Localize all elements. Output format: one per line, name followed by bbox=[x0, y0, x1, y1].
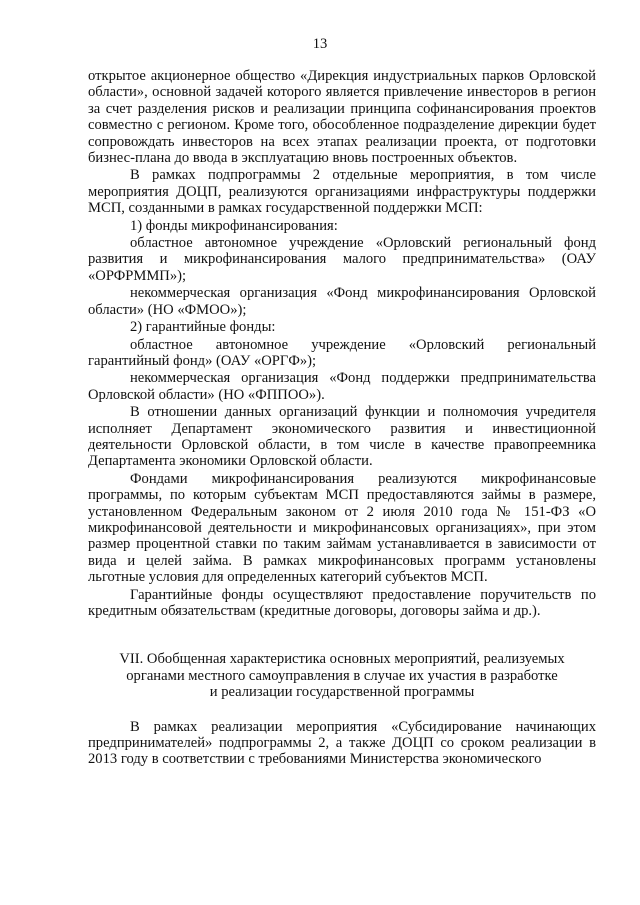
section-heading-line-1: VII. Обобщенная характеристика основных мероприятий, реализуемых bbox=[119, 651, 565, 668]
section-heading bbox=[88, 651, 596, 700]
list-item-guarantee-funds: 2) гарантийные фонды: bbox=[130, 319, 276, 336]
paragraph-oau-orgf: областное автономное учреждение «Орловский региональный гарантийный фонд» (ОАУ «ОРГФ»); bbox=[88, 336, 596, 369]
section-heading-line-3: и реализации государственной программы bbox=[209, 684, 475, 701]
section-spacer bbox=[88, 620, 596, 651]
page-number: 13 bbox=[312, 36, 328, 52]
paragraph-guarantee-funds: Гарантийные фонды осуществляют предоставление поручительств по кредитным обязательствам (кредитные договоры, договоры займа и др.). bbox=[88, 586, 596, 619]
paragraph-no-fppoo: некоммерческая организация «Фонд поддержки предпринимательства Орловской области» (НО «ФППОО»). bbox=[88, 370, 596, 403]
list-item-microfinance-funds: 1) фонды микрофинансирования: bbox=[130, 217, 338, 234]
document-body bbox=[88, 68, 596, 769]
paragraph-final: В рамках реализации мероприятия «Субсидирование начинающих предпринимателей» подпрограммы 2, а также ДОЦП со сроком реализации в 2013 году в соответствии с требованиями Министерства экономического bbox=[88, 718, 596, 768]
paragraph-no-fmoo: некоммерческая организация «Фонд микрофинансирования Орловской области» (НО «ФМОО»); bbox=[88, 285, 596, 318]
paragraph-microfinance-programs: Фондами микрофинансирования реализуются микрофинансовые программы, по которым субъектам МСП предоставляются займы в размере, установленном Федеральным законом от 2 июля 2010 года № 151-ФЗ «О микрофинансовой деятельности и микрофинансовых организациях», при этом размер процентной ставки по таким займам устанавливается в зависимости от вида и целей займа. В рамках микрофинансовых программ установлены льготные условия для определенных категорий субъектов МСП. bbox=[88, 470, 596, 586]
paragraph-1: открытое акционерное общество «Дирекция индустриальных парков Орловской области», основной задачей которого является привлечение инвесторов в регион за счет разделения рисков и реализации принципа софинансирования проектов совместно с регионом. Кроме того, обособленное подразделение дирекции будет сопровождать инвесторов на всех этапах реализации проекта, от подготовки бизнес-плана до ввода в эксплуатацию вновь построенных объектов. bbox=[88, 68, 596, 167]
paragraph-2: В рамках подпрограммы 2 отдельные мероприятия, в том числе мероприятия ДОЦП, реализуются организациями инфраструктуры поддержки МСП, созданными в рамках государственной поддержки МСП: bbox=[88, 167, 596, 217]
paragraph-oau-orfrmmp: областное автономное учреждение «Орловский региональный фонд развития и микрофинансирования малого предпринимательства» (ОАУ «ОРФРММП»); bbox=[88, 235, 596, 284]
section-heading-line-2: органами местного самоуправления в случае их участия в разработке bbox=[126, 667, 558, 684]
paragraph-founder-functions: В отношении данных организаций функции и полномочия учредителя исполняет Департамент экономического развития и инвестиционной деятельности Орловской области, в том числе в качестве правопреемника Департамента экономики Орловской области. bbox=[88, 404, 596, 470]
